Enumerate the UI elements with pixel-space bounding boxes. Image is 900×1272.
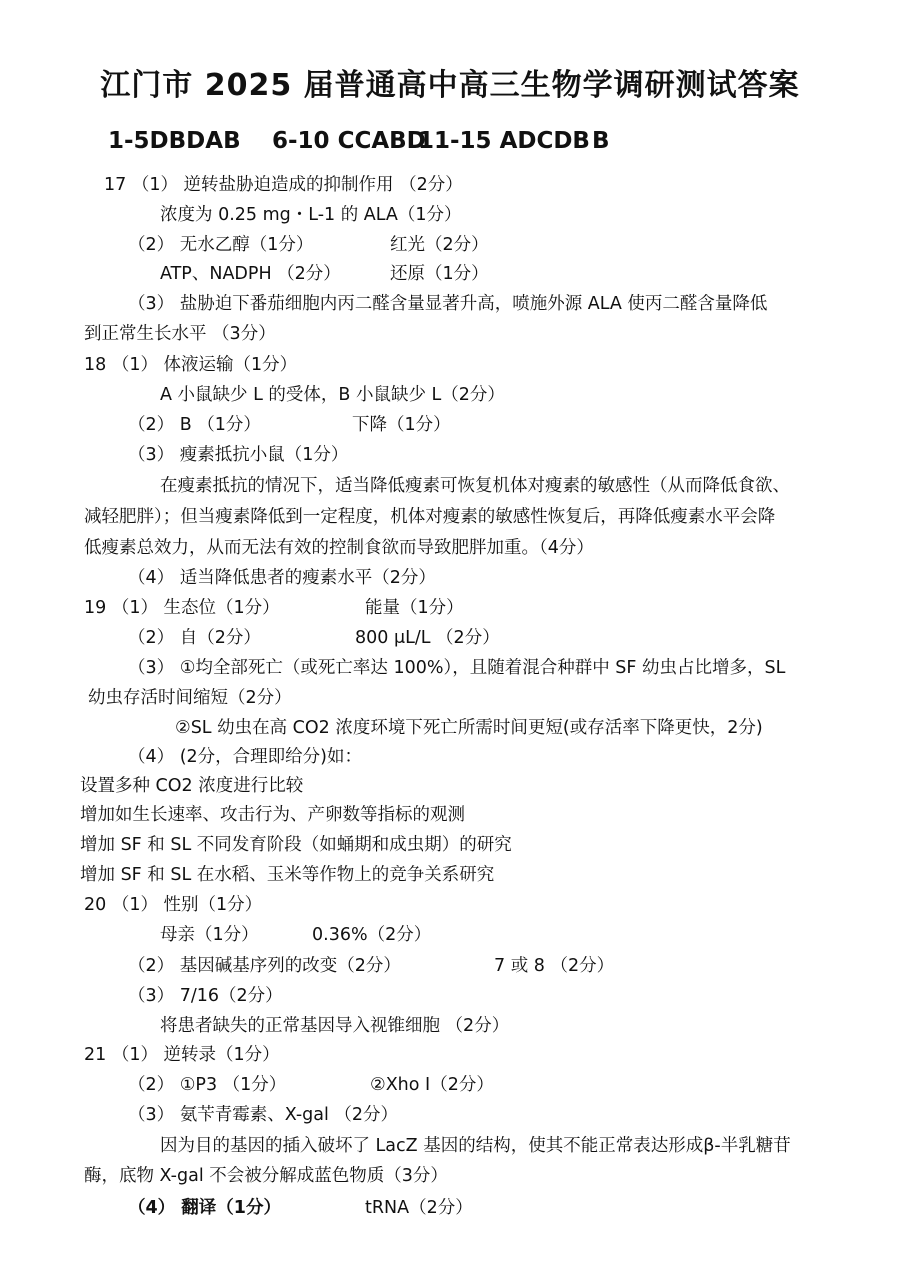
answer-line: （3） ①均全部死亡（或死亡率达 100%），且随着混合种群中 SF 幼虫占比增多，SL — [128, 658, 786, 678]
answer-line: （4） 适当降低患者的瘦素水平（2分） — [128, 568, 436, 588]
answer-line: 下降（1分） — [352, 415, 451, 435]
answer-line: （3） 盐胁迫下番茄细胞内丙二醛含量显著升高，喷施外源 ALA 使丙二醛含量降低 — [128, 294, 768, 314]
answer-line: （3） 氨苄青霉素、X-gal （2分） — [128, 1105, 399, 1125]
answer-line: 设置多种 CO2 浓度进行比较 — [80, 776, 304, 796]
answer-line: （2） ①P3 （1分） — [128, 1075, 287, 1095]
answer-line: （2） B （1分） — [128, 415, 261, 435]
answer-line: （4） 翻译（1分） — [128, 1198, 281, 1218]
answer-line: 到正常生长水平 （3分） — [84, 324, 276, 344]
answer-line: （2） 基因碱基序列的改变（2分） — [128, 956, 401, 976]
answer-line: 0.36%（2分） — [312, 925, 432, 945]
answer-line: 17 （1） 逆转盐胁迫造成的抑制作用 （2分） — [104, 175, 463, 195]
answer-line: 能量（1分） — [365, 598, 464, 618]
answer-line: 减轻肥胖）；但当瘦素降低到一定程度，机体对瘦素的敏感性恢复后，再降低瘦素水平会降 — [84, 507, 776, 527]
answer-line: ②SL 幼虫在高 CO2 浓度环境下死亡所需时间更短(或存活率下降更快，2分) — [175, 718, 763, 738]
mc-answer-16: B — [592, 128, 610, 154]
answer-line: 浓度为 0.25 mg・L-1 的 ALA（1分） — [160, 205, 462, 225]
answer-line: 21 （1） 逆转录（1分） — [84, 1045, 280, 1065]
answer-line: （3） 7/16（2分） — [128, 986, 283, 1006]
answer-line: 在瘦素抵抗的情况下，适当降低瘦素可恢复机体对瘦素的敏感性（从而降低食欲、 — [160, 476, 790, 496]
answer-line: 还原（1分） — [390, 264, 489, 284]
answer-line: ATP、NADPH （2分） — [160, 264, 341, 284]
answer-line: 20 （1） 性别（1分） — [84, 895, 263, 915]
answer-line: tRNA（2分） — [365, 1198, 473, 1218]
answer-line: （4） (2分，合理即给分)如： — [128, 747, 362, 767]
page-title: 江门市 2025 届普通高中高三生物学调研测试答案 — [100, 68, 800, 103]
answer-line: 18 （1） 体液运输（1分） — [84, 355, 298, 375]
answer-line: 酶，底物 X-gal 不会被分解成蓝色物质（3分） — [84, 1166, 448, 1186]
answer-line: 7 或 8 （2分） — [494, 956, 615, 976]
mc-answers-11-15: 11-15 ADCDB — [418, 128, 590, 154]
answer-line: 增加如生长速率、攻击行为、产卵数等指标的观测 — [80, 805, 465, 825]
answer-line: 800 μL/L （2分） — [355, 628, 500, 648]
answer-line: （3） 瘦素抵抗小鼠（1分） — [128, 445, 349, 465]
answer-line: A 小鼠缺少 L 的受体，B 小鼠缺少 L（2分） — [160, 385, 505, 405]
answer-line: 母亲（1分） — [160, 925, 259, 945]
answer-line: 红光（2分） — [390, 235, 489, 255]
answer-line: 低瘦素总效力，从而无法有效的控制食欲而导致肥胖加重。（4分） — [84, 538, 594, 558]
answer-line: 将患者缺失的正常基因导入视锥细胞 （2分） — [160, 1016, 510, 1036]
mc-answers-6-10: 6-10 CCABD — [272, 128, 426, 154]
answer-line: ②Xho I（2分） — [370, 1075, 494, 1095]
mc-answers-1-5: 1-5DBDAB — [108, 128, 241, 154]
answer-line: （2） 无水乙醇（1分） — [128, 235, 314, 255]
answer-line: （2） 自（2分） — [128, 628, 261, 648]
answer-line: 幼虫存活时间缩短（2分） — [88, 688, 292, 708]
answer-line: 增加 SF 和 SL 在水稻、玉米等作物上的竞争关系研究 — [80, 865, 495, 885]
answer-line: 因为目的基因的插入破坏了 LacZ 基因的结构，使其不能正常表达形成β-半乳糖苷 — [160, 1136, 791, 1156]
answer-line: 增加 SF 和 SL 不同发育阶段（如蛹期和成虫期）的研究 — [80, 835, 512, 855]
answer-line: 19 （1） 生态位（1分） — [84, 598, 280, 618]
